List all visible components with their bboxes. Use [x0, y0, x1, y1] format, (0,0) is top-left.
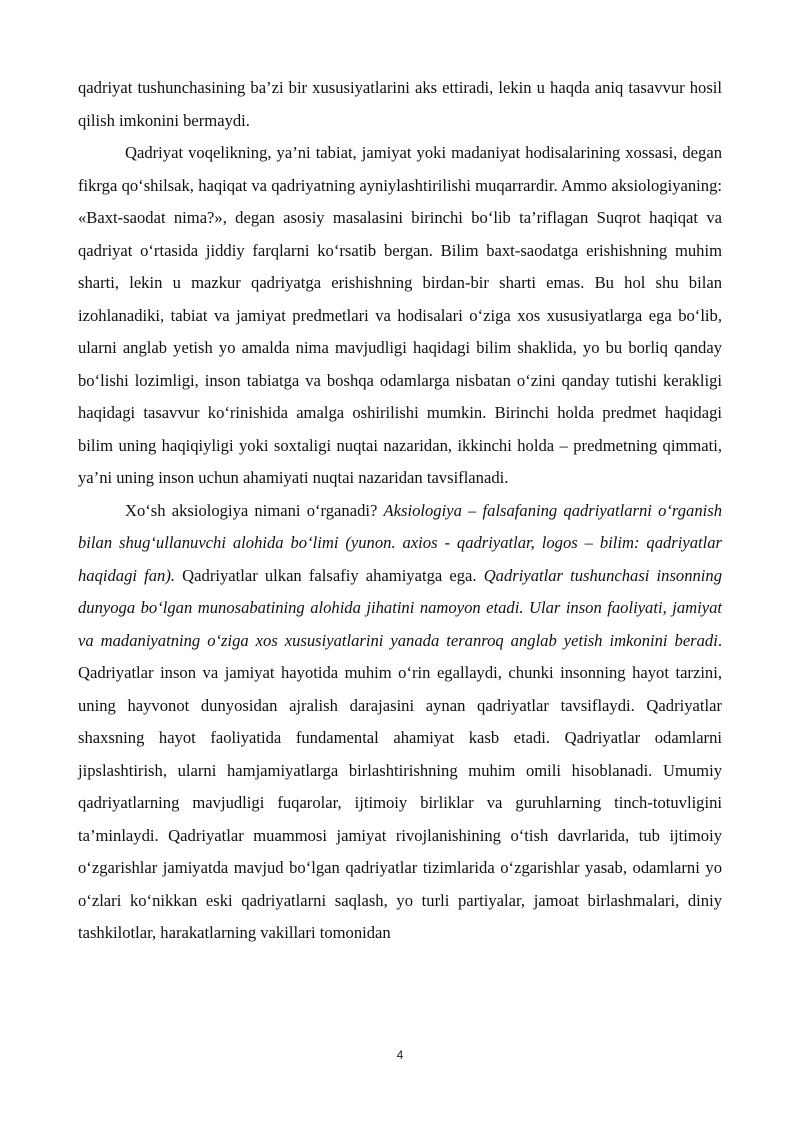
paragraph-1-text: qadriyat tushunchasining ba’zi bir xususiyatlarini aks ettiradi, lekin u haqda aniq tasavvur hosil qilish imkonini bermaydi. [78, 78, 722, 130]
paragraph-1 [78, 72, 722, 137]
paragraph-3-italic-definition: Aksiologiya – falsafaning qadriyatlarni o‘rganish bilan shug‘ullanuvchi alohida bo‘limi (yunon. axios - qadriyatlar, logos – bilim: qadriyatlar haqidagi fan). [78, 500, 722, 585]
paragraph-3-run-3: Qadriyatlar ulkan falsafiy ahamiyatga ega. [175, 565, 484, 585]
paragraph-2 [78, 137, 722, 495]
paragraph-3 [78, 495, 722, 950]
page-number: 4 [396, 1048, 404, 1062]
paragraph-3-italic-statement: Qadriyatlar tushunchasi insonning dunyoga bo‘lgan munosabatining alohida jihatini namoyon etadi. Ular inson faoliyati, jamiyat va madaniyatning o‘ziga xos xususiyatlarini yanada teranroq anglab yetish imkonini beradi [78, 565, 723, 650]
paragraph-2-text: Qadriyat voqelikning, ya’ni tabiat, jamiyat yoki madaniyat hodisalarining xossasi, degan fikrga qo‘shilsak, haqiqat va qadriyatning ayniylashtirilishi muqarrardir. Ammo aksiologiyaning: «Baxt-saodat nima?», degan asosiy masalasini birinchi bo‘lib ta’riflagan Suqrot haqiqat va qadriyat o‘rtasida jiddiy farqlarni ko‘rsatib bergan. Bilim baxt-saodatga erishishning muhim sharti, lekin u mazkur qadriyatga erishishning birdan-bir sharti emas. Bu hol shu bilan izohlanadiki, tabiat va jamiyat predmetlari va hodisalari o‘ziga xos xususiyatlarga ega bo‘lib, ularni anglab yetish yo amalda nima mavjudligi haqidagi bilim shaklida, yo bu borliq qanday bo‘lishi lozimligi, inson tabiatga va boshqa odamlarga nisbatan o‘zini qanday tutishi kerakligi haqidagi tasavvur ko‘rinishida amalga oshirilishi mumkin. Birinchi holda predmet haqidagi bilim uning haqiqiyligi yoki soxtaligi nuqtai nazaridan, ikkinchi holda – predmetning qimmati, ya’ni uning inson uchun ahamiyati nuqtai nazaridan tavsiflanadi. [78, 143, 722, 487]
document-body [78, 72, 722, 950]
paragraph-3-run-1: Xo‘sh aksiologiya nimani o‘rganadi? [125, 500, 384, 520]
paragraph-3-run-5: . Qadriyatlar inson va jamiyat hayotida muhim o‘rin egallaydi, chunki insonning hayot tarzini, uning hayvonot dunyosidan ajralish darajasini aynan qadriyatlar tavsiflaydi. Qadriyatlar shaxsning hayot faoliyatida fundamental ahamiyat kasb etadi. Qadriyatlar odamlarni jipslashtirish, ularni hamjamiyatlarga birlashtirishning muhim omili hisoblanadi. Umumiy qadriyatlarning mavjudligi fuqarolar, ijtimoiy birliklar va guruhlarning tinch-totuvligini ta’minlaydi. Qadriyatlar muammosi jamiyat rivojlanishining o‘tish davrlarida, tub ijtimoiy o‘zgarishlar jamiyatda mavjud bo‘lgan qadriyatlar tizimlarida o‘zgarishlar yasab, odamlarni yo o‘zlari ko‘nikkan eski qadriyatlarni saqlash, yo turli partiyalar, jamoat birlashmalari, diniy tashkilotlar, harakatlarning vakillari tomonidan [78, 630, 722, 942]
